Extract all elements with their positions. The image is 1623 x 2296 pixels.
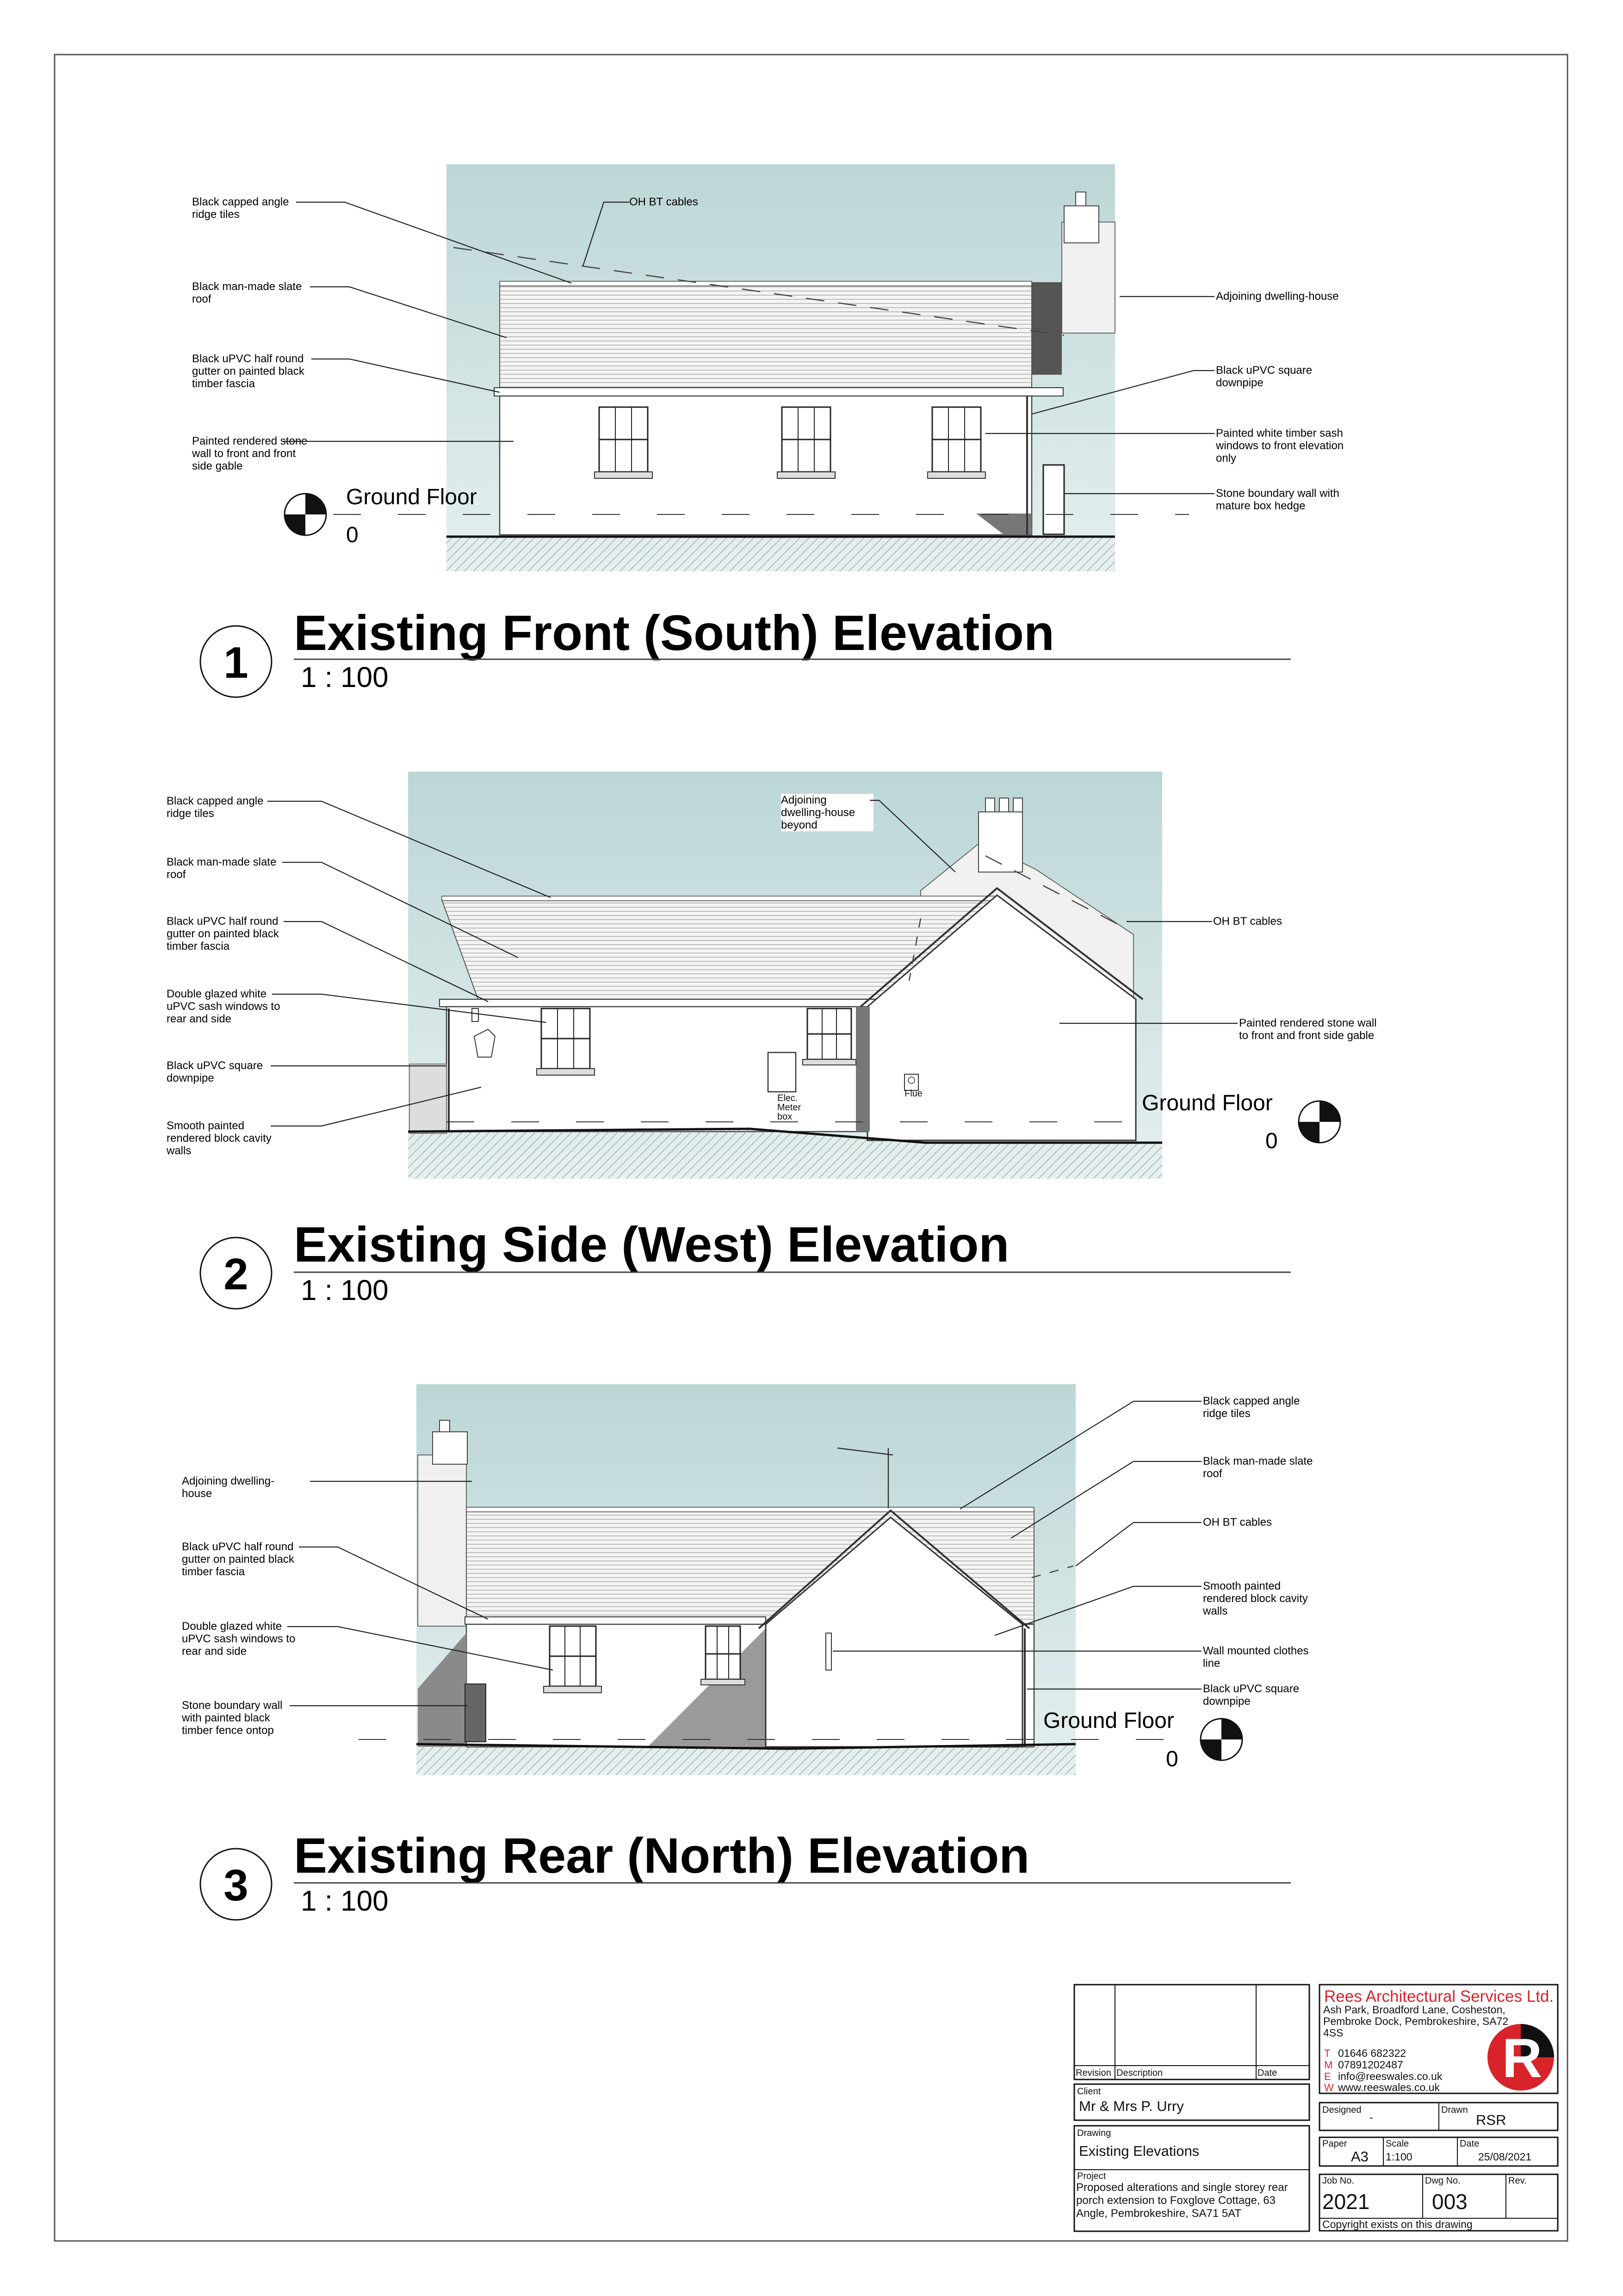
label-slate-roof: Black man-made slate roof: [192, 280, 302, 305]
client-label: Client: [1077, 2086, 1101, 2097]
meter-box: [768, 1052, 796, 1092]
description-label: Description: [1116, 2068, 1163, 2078]
firm-mobile: 07891202487: [1338, 2059, 1403, 2071]
level-name: Ground Floor: [346, 485, 477, 509]
firm-address: Ash Park, Broadford Lane, Cosheston, Pembroke Dock, Pembrokeshire, SA72 4SS: [1323, 2004, 1509, 2039]
label-wall: Painted rendered stone wall to front and front side gable: [1239, 1017, 1377, 1042]
elevation-number: 3: [223, 1861, 248, 1910]
label-adjoining: Adjoining dwelling-house: [1216, 290, 1339, 303]
elevation-scale: 1 : 100: [301, 1885, 389, 1917]
roof: [500, 285, 1032, 389]
label-slate-roof: Black man-made slate roof: [167, 856, 277, 881]
sash-window: [595, 407, 652, 478]
level-marker: [1299, 1101, 1340, 1143]
email-prefix: E: [1324, 2071, 1331, 2082]
paper-value: A3: [1351, 2148, 1369, 2165]
scale-label: Scale: [1386, 2139, 1409, 2149]
label-ridge-tiles: Black capped angle ridge tiles: [192, 196, 289, 221]
drawing-label: Drawing: [1077, 2128, 1111, 2138]
project-label: Project: [1077, 2171, 1106, 2181]
label-boundary: Stone boundary wall with painted black timber fence ontop: [182, 1699, 283, 1737]
label-downpipe: Black uPVC square downpipe: [1216, 364, 1313, 389]
elevation-title: Existing Rear (North) Elevation: [294, 1827, 1030, 1883]
drawn-label: Drawn: [1441, 2105, 1468, 2115]
label-adjoining: Adjoining dwelling-house: [182, 1475, 275, 1500]
level-name: Ground Floor: [1043, 1708, 1174, 1733]
label-sash: Painted white timber sash windows to front elevation only: [1216, 427, 1344, 464]
level-value: 0: [346, 523, 359, 547]
gutter: [494, 388, 1063, 396]
designed-value: -: [1369, 2111, 1373, 2123]
label-windows: Double glazed white uPVC sash windows to rear and side: [167, 988, 280, 1025]
rev-label: Rev.: [1508, 2176, 1527, 2186]
label-windows: Double glazed white uPVC sash windows to rear and side: [182, 1620, 296, 1658]
label-downpipe: Black uPVC square downpipe: [1203, 1683, 1300, 1708]
elevation-scale: 1 : 100: [301, 662, 389, 693]
logo-letter: R: [1502, 2027, 1542, 2089]
label-slate-roof: Black man-made slate roof: [1203, 1455, 1313, 1480]
level-marker: [1201, 1719, 1242, 1760]
label-gutter: Black uPVC half round gutter on painted black timber fascia: [167, 915, 279, 953]
label-bt-cables: OH BT cables: [1203, 1516, 1272, 1529]
web-prefix: W: [1324, 2082, 1334, 2093]
client-value: Mr & Mrs P. Urry: [1079, 2098, 1184, 2114]
elevation-number: 2: [223, 1250, 248, 1299]
firm-logo: [1487, 2024, 1554, 2091]
firm-name: Rees Architectural Services Ltd.: [1324, 1987, 1554, 2005]
svg-text:Meter: Meter: [777, 1102, 801, 1113]
sash-window: [537, 1009, 595, 1075]
dwg-label: Dwg No.: [1425, 2176, 1461, 2186]
drawing-value: Existing Elevations: [1079, 2143, 1200, 2159]
firm-web: www.reeswales.co.uk: [1338, 2081, 1440, 2093]
firm-tel: 01646 682322: [1338, 2047, 1406, 2059]
sash-window: [701, 1626, 745, 1685]
flue-label: Flue: [904, 1089, 923, 1099]
date-value: 25/08/2021: [1478, 2151, 1532, 2163]
level-value: 0: [1166, 1747, 1178, 1771]
job-label: Job No.: [1322, 2176, 1354, 2186]
gutter: [465, 1617, 766, 1624]
level-value: 0: [1265, 1129, 1278, 1153]
label-wall: Painted rendered stone wall to front and front side gable: [192, 435, 308, 472]
sash-window: [777, 407, 835, 478]
elevation-title-3: [200, 1827, 1291, 1920]
meter-label: Elec.: [777, 1093, 798, 1103]
front-elevation-drawing: [333, 164, 1189, 571]
boundary-wall: [1043, 465, 1064, 534]
label-gutter: Black uPVC half round gutter on painted black timber fascia: [192, 353, 304, 390]
label-render: Smooth painted rendered block cavity walls: [167, 1120, 272, 1157]
elevation-title: Existing Front (South) Elevation: [294, 605, 1054, 661]
gutter: [440, 999, 884, 1007]
elevation-number: 1: [223, 638, 248, 687]
level-marker: [285, 494, 326, 535]
mob-prefix: M: [1324, 2059, 1333, 2071]
title-block: [1074, 1985, 1558, 2231]
sash-window: [928, 407, 985, 478]
svg-text:box: box: [777, 1112, 793, 1122]
boundary-wall: [465, 1684, 486, 1742]
elevation-scale: 1 : 100: [301, 1275, 389, 1306]
paper-label: Paper: [1322, 2139, 1347, 2149]
elevation-title-2: [200, 1216, 1291, 1309]
side-wall: [446, 1007, 867, 1132]
label-render: Smooth painted rendered block cavity walls: [1203, 1580, 1308, 1617]
elevation-title: Existing Side (West) Elevation: [294, 1216, 1010, 1272]
label-bt-cables: OH BT cables: [1213, 915, 1282, 928]
firm-email: info@reeswales.co.uk: [1338, 2070, 1443, 2082]
label-ridge-tiles: Black capped angle ridge tiles: [1203, 1395, 1300, 1420]
clothes-line: [826, 1633, 831, 1670]
label-downpipe: Black uPVC square downpipe: [167, 1059, 263, 1084]
tel-prefix: T: [1324, 2048, 1331, 2059]
sash-window: [803, 1009, 856, 1065]
rev-date-label: Date: [1258, 2068, 1277, 2078]
designed-label: Designed: [1322, 2105, 1362, 2115]
label-clothes-line: Wall mounted clothes line: [1203, 1645, 1309, 1670]
date-label: Date: [1460, 2139, 1480, 2149]
dwg-value: 003: [1432, 2190, 1468, 2214]
sash-window: [544, 1626, 601, 1693]
chimney: [433, 1432, 467, 1464]
scale-value: 1:100: [1386, 2151, 1412, 2163]
revision-label: Revision: [1076, 2068, 1111, 2078]
drawn-value: RSR: [1476, 2112, 1506, 2128]
chimney: [1064, 206, 1099, 243]
label-boundary: Stone boundary wall with mature box hedge: [1216, 487, 1339, 512]
level-name: Ground Floor: [1142, 1091, 1273, 1115]
label-adjoining: Adjoining dwelling-house beyond: [781, 794, 873, 831]
job-value: 2021: [1322, 2190, 1370, 2214]
label-ridge-tiles: Black capped angle ridge tiles: [167, 795, 264, 820]
elevation-title-1: [200, 605, 1291, 697]
project-value: Proposed alterations and single storey rear porch extension to Foxglove Cottage, 63 Angle, Pembrokeshire, SA71 5AT: [1076, 2181, 1288, 2220]
label-bt-cables: OH BT cables: [629, 196, 698, 208]
label-gutter: Black uPVC half round gutter on painted black timber fascia: [182, 1541, 294, 1578]
copyright: Copyright exists on this drawing: [1322, 2218, 1473, 2230]
